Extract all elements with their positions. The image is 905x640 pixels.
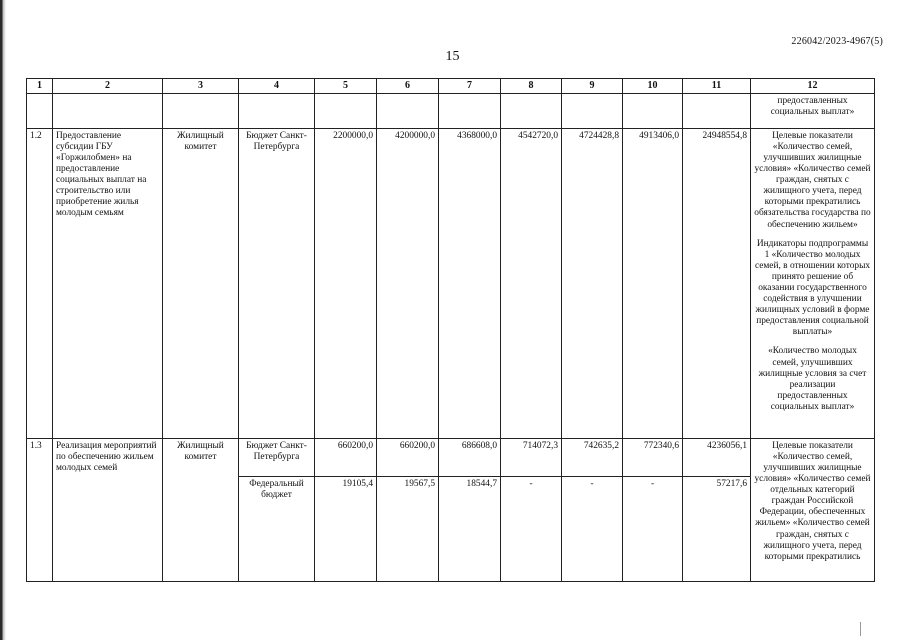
header-cell: 4 <box>239 79 315 94</box>
indicator-cell: Целевые показатели «Количество семей, улучшивших жилищные условия» «Количество семей отдельных категорий граждан Российской Федерации, обеспеченных жильем» «Количество семей граждан, снятых с жилищного учета, перед которыми прекратились <box>751 438 875 581</box>
program-table <box>26 78 875 582</box>
value-col6: 4200000,0 <box>377 128 439 438</box>
value-col8: - <box>501 476 562 581</box>
executor: Жилищный комитет <box>163 438 239 476</box>
header-cell: 5 <box>315 79 377 94</box>
table-row-1-3-federal <box>27 476 875 581</box>
funding-source: Федеральный бюджет <box>239 476 315 581</box>
header-cell: 2 <box>53 79 163 94</box>
value-col7: 4368000,0 <box>439 128 501 438</box>
executor: Жилищный комитет <box>163 128 239 438</box>
table-row-continuation <box>27 93 875 128</box>
header-cell: 3 <box>163 79 239 94</box>
target-indicators: Целевые показатели «Количество семей, улучшивших жилищные условия» «Количество семей граждан, снятых с жилищного учета, перед которыми прекратились обязательства государства по обеспечению жильем» <box>754 130 871 230</box>
value-col11: 24948554,8 <box>683 128 751 438</box>
page-number: 15 <box>445 49 460 64</box>
document-number: 226042/2023-4967(5) <box>791 36 883 47</box>
table-row-1-3 <box>27 438 875 476</box>
value-col6: 19567,5 <box>377 476 439 581</box>
value-col9: 4724428,8 <box>562 128 623 438</box>
indicator-cell: предоставленных социальных выплат» <box>751 93 875 128</box>
value-col5: 2200000,0 <box>315 128 377 438</box>
row-number: 1.3 <box>27 438 53 476</box>
scan-edge <box>0 0 6 640</box>
value-col9: 742635,2 <box>562 438 623 476</box>
table-row-1-2 <box>27 128 875 438</box>
value-col9: - <box>562 476 623 581</box>
value-col11: 4236056,1 <box>683 438 751 476</box>
value-col11: 57217,6 <box>683 476 751 581</box>
value-col10: 4913406,0 <box>623 128 683 438</box>
header-cell: 11 <box>683 79 751 94</box>
header-cell: 10 <box>623 79 683 94</box>
families-indicator: «Количество молодых семей, улучшивших жилищные условия за счет реализации предоставленных социальных выплат» <box>758 346 867 412</box>
value-col5: 660200,0 <box>315 438 377 476</box>
header-cell: 9 <box>562 79 623 94</box>
subprogram-indicators: Индикаторы подпрограммы 1 «Количество молодых семей, в отношении которых принято решение об оказании государственного содействия в улучшении жилищных условий в форме предоставления социальной выплаты» <box>754 238 871 338</box>
indicator-cell <box>751 128 875 438</box>
funding-source: Бюджет Санкт-Петербурга <box>239 438 315 476</box>
header-cell: 1 <box>27 79 53 94</box>
value-col7: 18544,7 <box>439 476 501 581</box>
row-number: 1.2 <box>27 128 53 438</box>
value-col10: 772340,6 <box>623 438 683 476</box>
value-col8: 714072,3 <box>501 438 562 476</box>
value-col10: - <box>623 476 683 581</box>
activity-name: Реализация мероприятий по обеспечению жильем молодых семей <box>53 438 163 476</box>
funding-source: Бюджет Санкт-Петербурга <box>239 128 315 438</box>
activity-name: Предоставление субсидии ГБУ «Горжилобмен» на предоставление социальных выплат на строительство или приобретение жилья молодым семьям <box>53 128 163 438</box>
value-col7: 686608,0 <box>439 438 501 476</box>
scan-artifact <box>860 622 861 636</box>
header-row <box>27 79 875 94</box>
header-cell: 12 <box>751 79 875 94</box>
header-cell: 8 <box>501 79 562 94</box>
header-cell: 6 <box>377 79 439 94</box>
value-col5: 19105,4 <box>315 476 377 581</box>
header-cell: 7 <box>439 79 501 94</box>
value-col6: 660200,0 <box>377 438 439 476</box>
value-col8: 4542720,0 <box>501 128 562 438</box>
